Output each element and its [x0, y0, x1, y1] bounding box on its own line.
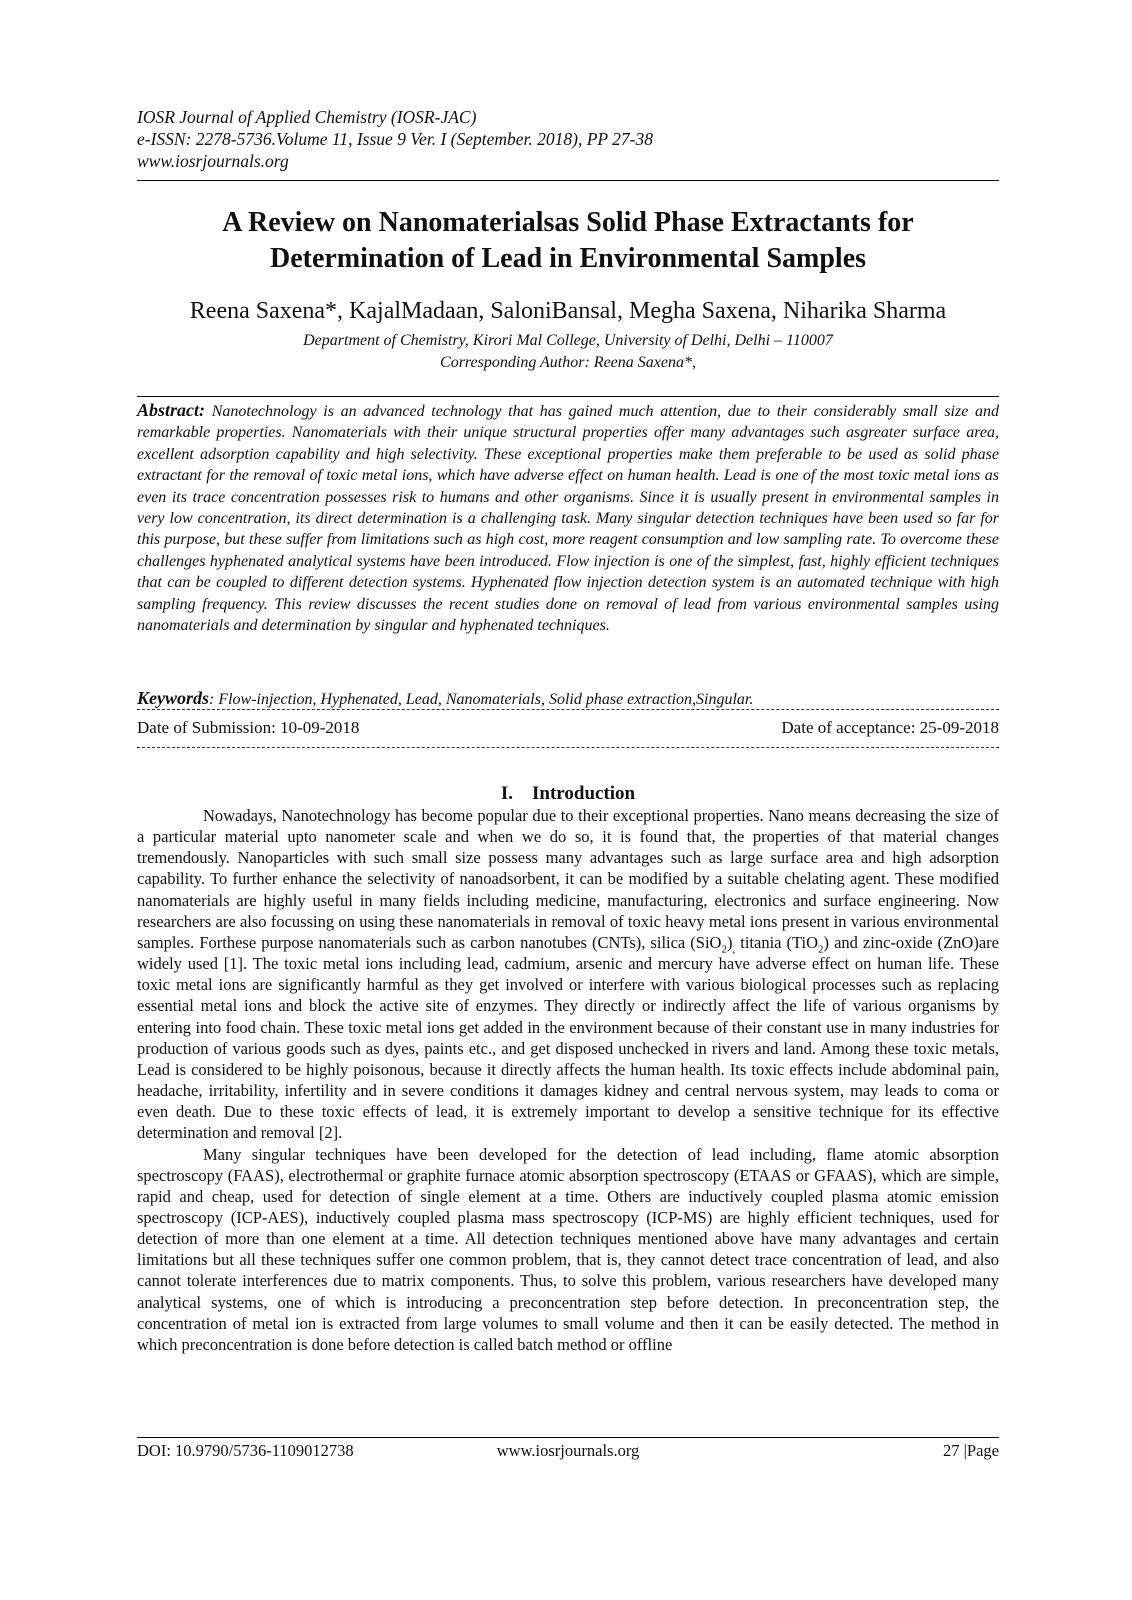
submission-date: Date of Submission: 10-09-2018	[137, 718, 360, 737]
paragraph-1	[137, 805, 999, 1144]
journal-website[interactable]: www.iosrjournals.org	[137, 151, 289, 171]
paragraph-2: Many singular techniques have been developed for the detection of lead including, flame atomic absorption spectroscopy (FAAS), electrothermal or graphite furnace atomic absorption spectroscopy (ETAAS or GFAAS), which are simple, rapid and cheap, used for detection of single element at a time. Others are inductively coupled plasma atomic emission spectroscopy (ICP-AES), inductively coupled plasma mass spectroscopy (ICP-MS) are highly efficient techniques, used for detection of more than one element at a time. All detection techniques mentioned above have many advantages and certain limitations but all these techniques suffer one common problem, that is, they cannot detect trace concentration of lead, and also cannot tolerate interferences due to matrix components. Thus, to solve this problem, various researchers have developed many analytical systems, one of which is introducing a preconcentration step before detection. In preconcentration step, the concentration of metal ion is extracted from large volumes to small volume and then it can be easily detected. The method in which preconcentration is done before detection is called batch method or offline	[137, 1144, 999, 1354]
dates-row	[137, 717, 999, 739]
author-list: Reena Saxena*, KajalMadaan, SaloniBansal, Megha Saxena, Niharika Sharma	[189, 298, 947, 324]
subscript: 2	[721, 943, 727, 956]
section-heading: I. Introduction	[500, 783, 636, 804]
dashed-divider-top	[137, 709, 999, 710]
journal-header	[137, 106, 999, 172]
doi[interactable]: DOI: 10.9790/5736-1109012738	[137, 1441, 354, 1460]
abstract	[137, 400, 999, 636]
abstract-label: Abstract:	[137, 400, 206, 420]
subscript: ,	[732, 943, 736, 956]
header-divider	[137, 180, 999, 181]
page-footer	[137, 1440, 999, 1462]
footer-divider	[137, 1437, 999, 1438]
footer-website[interactable]: www.iosrjournals.org	[496, 1441, 640, 1460]
keywords	[137, 688, 999, 710]
page-number: 27 |Page	[942, 1441, 999, 1460]
title-line-1: A Review on Nanomaterialsas Solid Phase Extractants for	[222, 207, 914, 238]
abstract-divider	[137, 396, 999, 397]
paragraph-1-part-b: )	[726, 932, 733, 952]
acceptance-date: Date of acceptance: 25-09-2018	[781, 718, 999, 737]
title-line-2: Determination of Lead in Environmental Samples	[269, 243, 867, 274]
dashed-divider-bottom	[137, 747, 999, 748]
paper-title	[137, 205, 999, 277]
affiliation: Department of Chemistry, Kirori Mal College, University of Delhi, Delhi – 110007	[303, 332, 833, 349]
abstract-text: Nanotechnology is an advanced technology that has gained much attention, due to their considerably small size and remarkable properties. Nanomaterials with their unique structural properties offer many advantages such asgreater surface area, excellent adsorption capability and high selectivity. These exceptional properties make them preferable to be used as solid phase extractant for the removal of toxic metal ions, which have adverse effect on human health. Lead is one of the most toxic metal ions as even its trace concentration possesses risk to humans and other organisms. Since it is usually present in environmental samples in very low concentration, its direct determination is a challenging task. Many singular detection techniques have been used so far for this purpose, but these suffer from limitations such as high cost, more reagent consumption and low sampling rate. To overcome these challenges hyphenated analytical systems have been introduced. Flow injection is one of the simplest, fast, highly efficient techniques that can be coupled to different detection systems. Hyphenated flow injection detection system is an automated technique with high sampling frequency. This review discusses the recent studies done on removal of lead from various environmental samples using nanomaterials and determination by singular and hyphenated techniques.	[137, 403, 1000, 635]
keywords-label: Keywords	[137, 688, 209, 708]
corresponding-author: Corresponding Author: Reena Saxena*,	[440, 354, 696, 371]
paragraph-1-part-c: titania (TiO	[735, 932, 819, 952]
keywords-text: : Flow-injection, Hyphenated, Lead, Nanomaterials, Solid phase extraction,Singular.	[209, 691, 754, 708]
journal-name: IOSR Journal of Applied Chemistry (IOSR-JAC)	[137, 107, 477, 127]
subscript: 2	[818, 943, 824, 956]
paragraph-1-part-a: Nowadays, Nanotechnology has become popular due to their exceptional properties. Nano means decreasing the size of a particular material upto nanometer scale and when we do so, it is found that, the properties of that material changes tremendously. Nanoparticles with such small size possess many advantages such as large surface area and high adsorption capability. To further enhance the selectivity of nanoadsorbent, it can be modified by a suitable chelating agent. These modified nanomaterials are highly useful in many fields including medicine, manufacturing, electronics and surface engineering. Now researchers are also focussing on using these nanomaterials in removal of toxic heavy metal ions present in various environmental samples. Forthese purpose nanomaterials such as carbon nanotubes (CNTs), silica (SiO	[137, 806, 999, 952]
affiliation-block	[137, 330, 999, 374]
paragraph-1-part-d: ) and zinc-oxide (ZnO)are widely used [1]. The toxic metal ions including lead, cadmium, arsenic and mercury have adverse effect on human life. These toxic metal ions are significantly harmful as they get involved or interfere with various biological processes such as replacing essential metal ions and block the active site of enzymes. They directly or indirectly affect the life of various organisms by entering into food chain. These toxic metal ions get added in the environment because of their constant use in many industries for production of various goods such as dyes, paints etc., and get disposed unchecked in rivers and land. Among these toxic metals, Lead is considered to be highly poisonous, because it directly affects the human health. Its toxic effects include abdominal pain, headache, irritability, infertility and in severe conditions it damages kidney and central nervous system, may leads to coma or even death. Due to these toxic effects of lead, it is extremely important to develop a sensitive technique for its effective determination and removal [2].	[137, 932, 999, 1143]
issn-line: e-ISSN: 2278-5736.Volume 11, Issue 9 Ver. I (September. 2018), PP 27-38	[137, 129, 653, 149]
body-text	[137, 805, 999, 1355]
